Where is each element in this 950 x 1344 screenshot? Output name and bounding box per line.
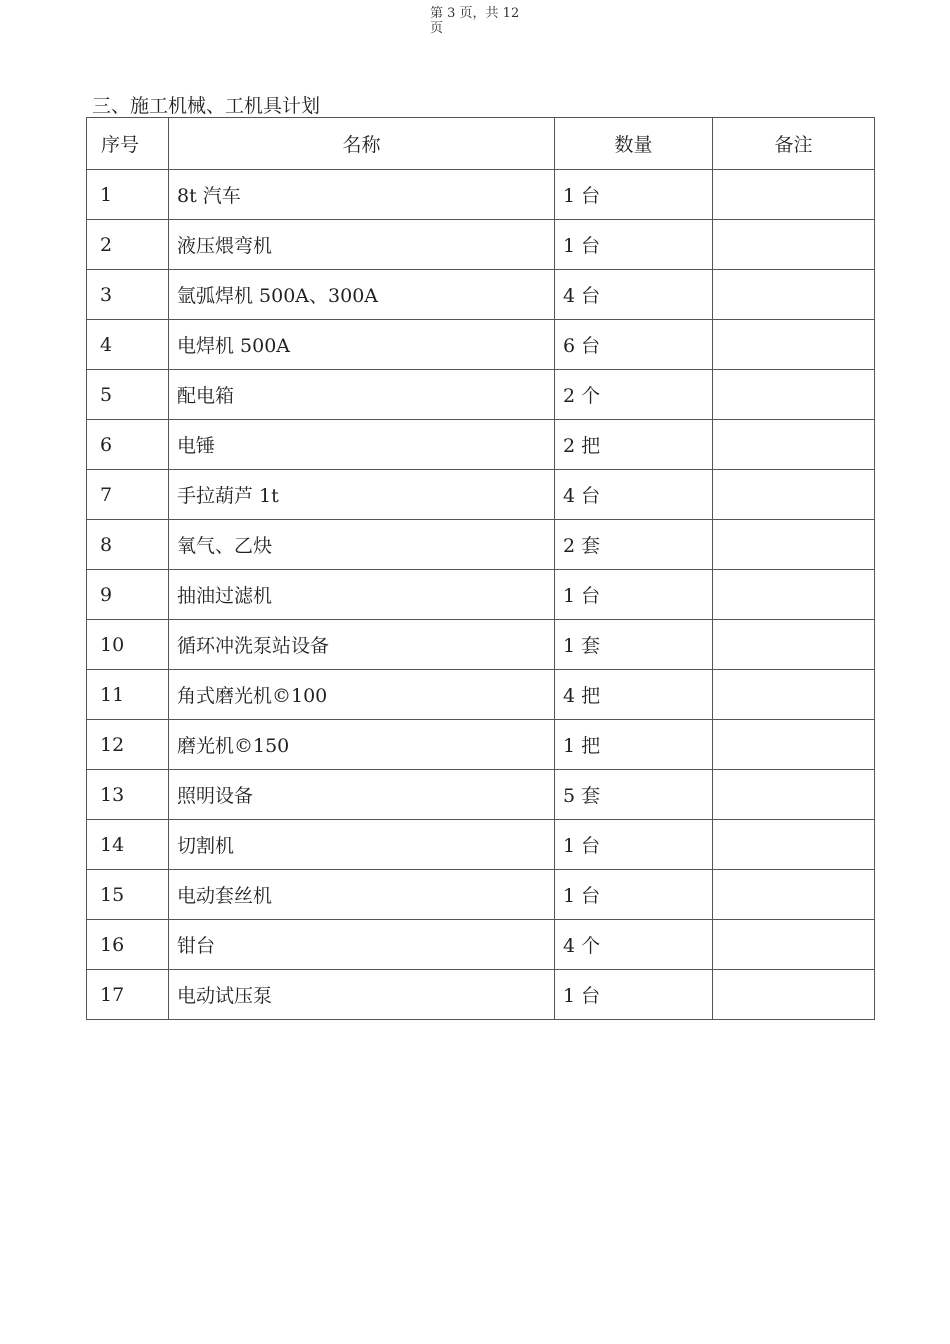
column-header-name: 名称 (169, 118, 555, 170)
cell-note (713, 170, 875, 220)
cell-note (713, 870, 875, 920)
table-row (87, 820, 875, 870)
cell-note (713, 520, 875, 570)
cell-index: 3 (87, 270, 169, 320)
cell-index: 9 (87, 570, 169, 620)
cell-quantity: 4 把 (555, 670, 713, 720)
table-row (87, 920, 875, 970)
table-row (87, 170, 875, 220)
page-info-line2: 页 (430, 21, 444, 36)
cell-index: 10 (87, 620, 169, 670)
cell-quantity: 2 套 (555, 520, 713, 570)
cell-index: 11 (87, 670, 169, 720)
table-row (87, 670, 875, 720)
page-info-line1: 第 3 页，共 12 (430, 6, 520, 21)
cell-quantity: 2 把 (555, 420, 713, 470)
table-row (87, 220, 875, 270)
section-title: 三、施工机械、工机具计划 (92, 95, 321, 117)
table-row (87, 470, 875, 520)
cell-name: 循环冲洗泵站设备 (169, 620, 555, 670)
cell-quantity: 5 套 (555, 770, 713, 820)
column-header-quantity: 数量 (555, 118, 713, 170)
cell-index: 5 (87, 370, 169, 420)
cell-index: 13 (87, 770, 169, 820)
table-row (87, 370, 875, 420)
cell-quantity: 6 台 (555, 320, 713, 370)
cell-note (713, 420, 875, 470)
cell-name: 磨光机©150 (169, 720, 555, 770)
cell-name: 抽油过滤机 (169, 570, 555, 620)
cell-name: 切割机 (169, 820, 555, 870)
cell-note (713, 570, 875, 620)
cell-quantity: 1 台 (555, 970, 713, 1020)
cell-note (713, 270, 875, 320)
cell-index: 12 (87, 720, 169, 770)
cell-quantity: 1 把 (555, 720, 713, 770)
cell-quantity: 1 台 (555, 570, 713, 620)
cell-name: 电焊机 500A (169, 320, 555, 370)
cell-name: 钳台 (169, 920, 555, 970)
cell-quantity: 4 台 (555, 470, 713, 520)
table-body (87, 170, 875, 1020)
cell-name: 角式磨光机©100 (169, 670, 555, 720)
cell-index: 15 (87, 870, 169, 920)
cell-index: 8 (87, 520, 169, 570)
cell-name: 氧气、乙炔 (169, 520, 555, 570)
cell-name: 手拉葫芦 1t (169, 470, 555, 520)
cell-name: 氩弧焊机 500A、300A (169, 270, 555, 320)
table-row (87, 520, 875, 570)
cell-note (713, 220, 875, 270)
page-number-header (430, 6, 530, 36)
table-row (87, 270, 875, 320)
cell-note (713, 470, 875, 520)
column-header-note: 备注 (713, 118, 875, 170)
table-row (87, 620, 875, 670)
cell-note (713, 920, 875, 970)
cell-quantity: 2 个 (555, 370, 713, 420)
cell-name: 照明设备 (169, 770, 555, 820)
cell-note (713, 670, 875, 720)
cell-index: 2 (87, 220, 169, 270)
cell-quantity: 4 台 (555, 270, 713, 320)
cell-index: 7 (87, 470, 169, 520)
column-header-index: 序号 (87, 118, 169, 170)
cell-index: 6 (87, 420, 169, 470)
cell-quantity: 1 台 (555, 870, 713, 920)
cell-index: 17 (87, 970, 169, 1020)
cell-quantity: 1 台 (555, 820, 713, 870)
table-row (87, 570, 875, 620)
cell-name: 液压煨弯机 (169, 220, 555, 270)
table-row (87, 770, 875, 820)
cell-note (713, 820, 875, 870)
table-row (87, 870, 875, 920)
cell-quantity: 1 台 (555, 220, 713, 270)
cell-note (713, 720, 875, 770)
cell-quantity: 1 台 (555, 170, 713, 220)
cell-note (713, 320, 875, 370)
cell-note (713, 770, 875, 820)
cell-index: 1 (87, 170, 169, 220)
cell-quantity: 4 个 (555, 920, 713, 970)
cell-note (713, 370, 875, 420)
cell-name: 电动试压泵 (169, 970, 555, 1020)
table-row (87, 420, 875, 470)
table-header-row (87, 118, 875, 170)
table-row (87, 970, 875, 1020)
cell-name: 电动套丝机 (169, 870, 555, 920)
cell-index: 4 (87, 320, 169, 370)
cell-name: 配电箱 (169, 370, 555, 420)
table-row (87, 320, 875, 370)
cell-index: 16 (87, 920, 169, 970)
cell-name: 电锤 (169, 420, 555, 470)
cell-index: 14 (87, 820, 169, 870)
cell-quantity: 1 套 (555, 620, 713, 670)
table-row (87, 720, 875, 770)
cell-name: 8t 汽车 (169, 170, 555, 220)
equipment-table (86, 117, 875, 1020)
cell-note (713, 620, 875, 670)
cell-note (713, 970, 875, 1020)
